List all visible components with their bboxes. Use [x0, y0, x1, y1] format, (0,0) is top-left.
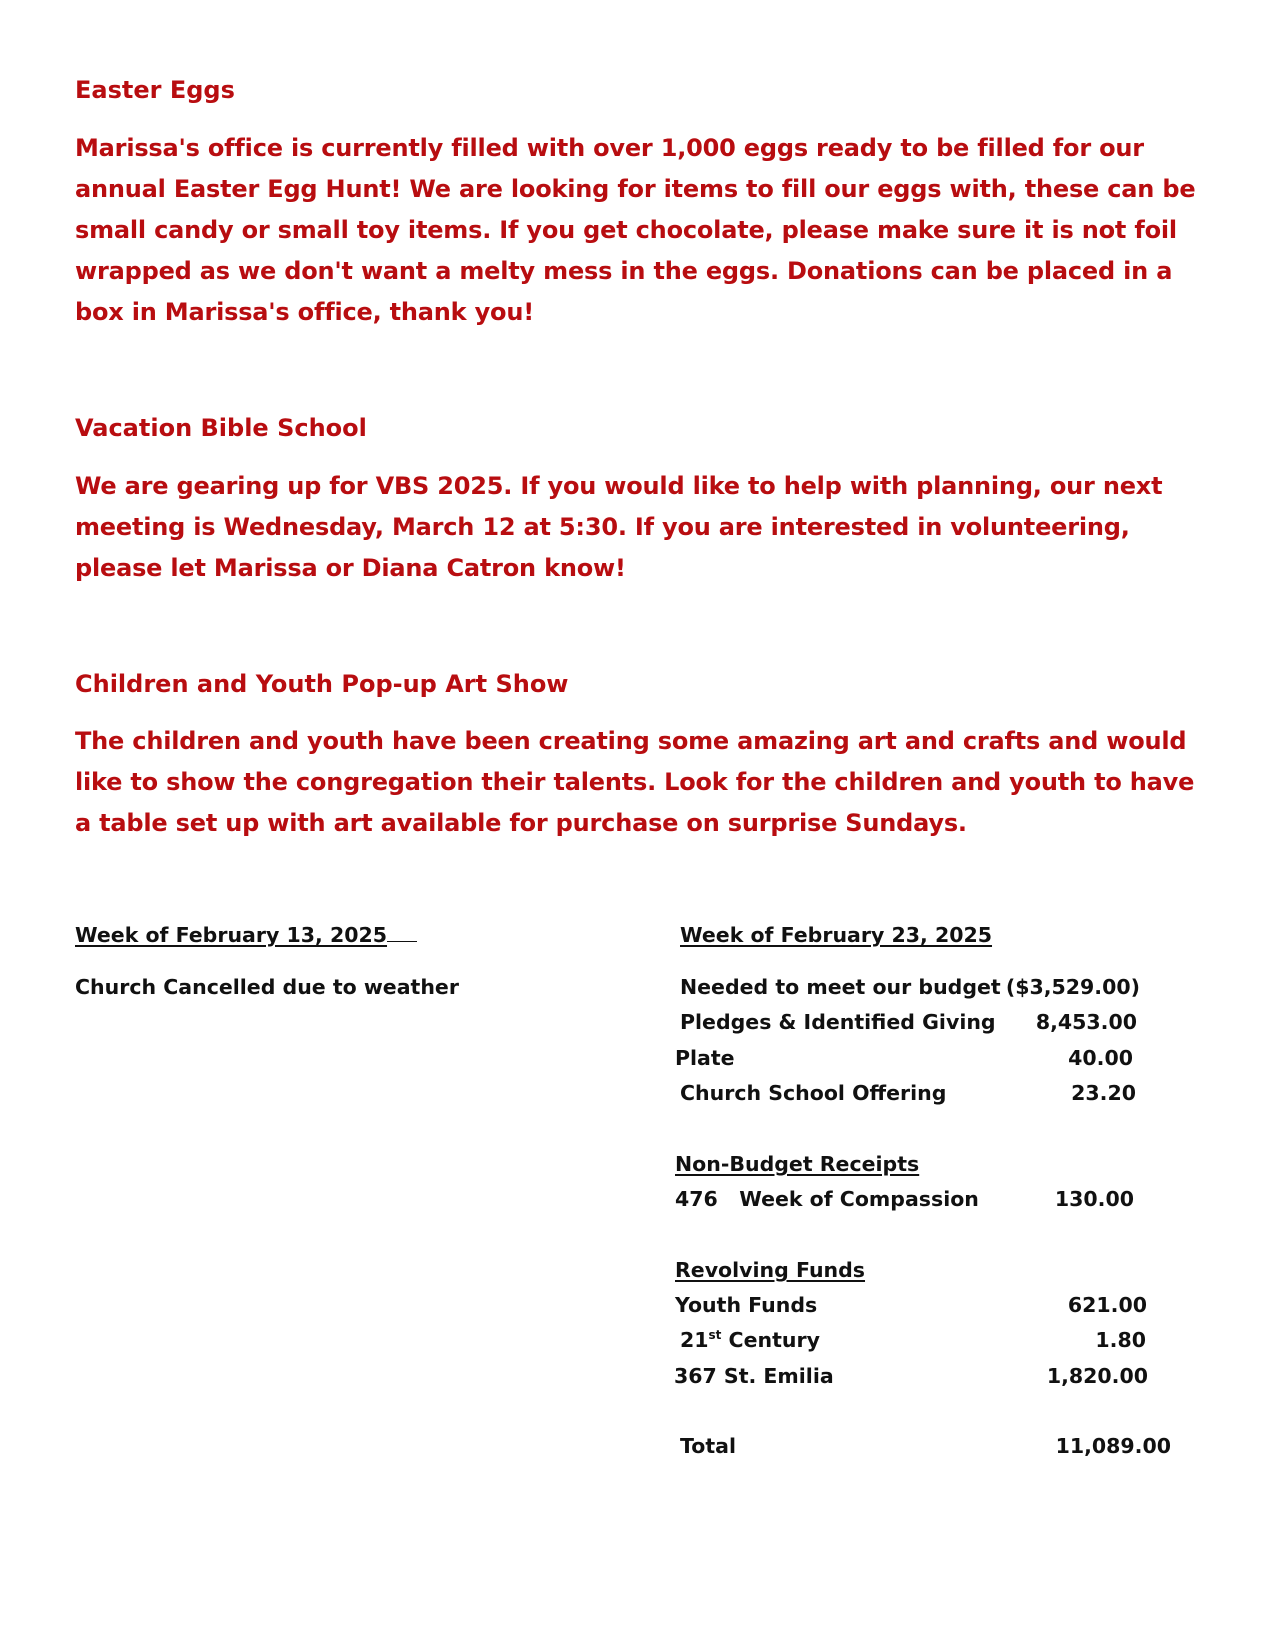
st-emilia-amount: 1,820.00 — [1046, 1364, 1148, 1388]
easter-eggs-body: Marissa's office is currently filled with over 1,000 eggs ready to be filled for our annual Easter Egg Hunt! We are looking for items to fill our eggs with, these can be small candy or small toy items. If you get chocolate, please make sure it is not foil wrapped as we don't want a melty mess in the eggs. Donations can be placed in a box in Marissa's office, thank you! — [75, 134, 1196, 326]
century-num: 21 — [680, 1328, 709, 1352]
budget-label: Needed to meet our budget — [680, 975, 1001, 999]
pledges-amount: 8,453.00 — [1035, 1010, 1137, 1034]
plate-amount: 40.00 — [1068, 1046, 1133, 1070]
pledges-label: Pledges & Identified Giving — [680, 1010, 996, 1034]
underline-trail — [387, 923, 417, 942]
century-amount: 1.80 — [1095, 1328, 1146, 1352]
art-show-heading: Children and Youth Pop-up Art Show — [75, 670, 569, 698]
compassion-amount: 130.00 — [1054, 1187, 1134, 1211]
vbs-heading: Vacation Bible School — [75, 414, 367, 442]
non-budget-heading: Non-Budget Receipts — [675, 1152, 920, 1176]
church-school-amount: 23.20 — [1071, 1081, 1136, 1105]
st-emilia-label: 367 St. Emilia — [674, 1364, 834, 1388]
revolving-heading: Revolving Funds — [675, 1258, 866, 1282]
art-show-body: The children and youth have been creating some amazing art and crafts and would like to show the congregation their talents. Look for the children and youth to have a table set up with art available for purchase on surprise Sundays. — [75, 727, 1195, 837]
total-amount: 11,089.00 — [1055, 1434, 1171, 1458]
easter-eggs-heading: Easter Eggs — [75, 76, 235, 104]
week-left-label-row — [75, 922, 417, 948]
compassion-label: 476 Week of Compassion — [675, 1187, 979, 1211]
church-school-label: Church School Offering — [680, 1081, 947, 1105]
century-label — [680, 1327, 820, 1353]
century-rest: Century — [721, 1328, 820, 1352]
budget-amount: ($3,529.00) — [1005, 975, 1140, 999]
century-sup: st — [708, 1328, 722, 1343]
youth-funds-label: Youth Funds — [675, 1293, 818, 1317]
week-left-label: Week of February 13, 2025 — [75, 923, 388, 947]
cancelled-note: Church Cancelled due to weather — [75, 975, 459, 999]
youth-funds-amount: 621.00 — [1067, 1293, 1147, 1317]
week-right-label: Week of February 23, 2025 — [680, 923, 993, 947]
plate-label: Plate — [675, 1046, 735, 1070]
total-label: Total — [680, 1434, 737, 1458]
vbs-body: We are gearing up for VBS 2025. If you would like to help with planning, our next meeting is Wednesday, March 12 at 5:30. If you are interested in volunteering, please let Marissa or Diana Catron know! — [75, 472, 1163, 582]
